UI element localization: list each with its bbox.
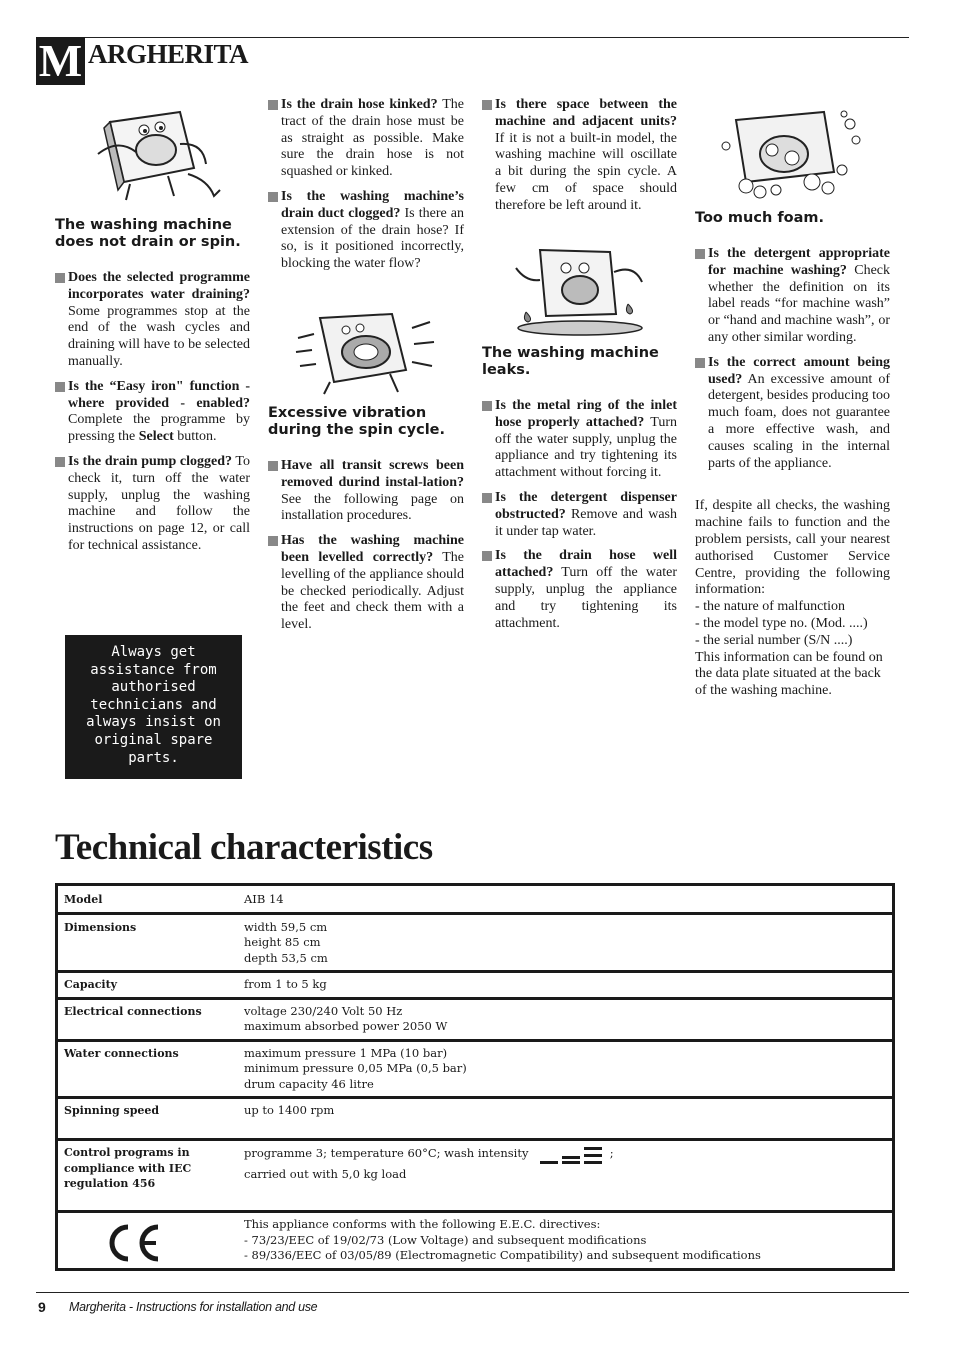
logo-letter-box: M [36,37,85,85]
table-row [57,1212,894,1270]
bullet-square-icon [695,358,705,368]
footer-text: Margherita - Instructions for installation and use [69,1300,318,1314]
closing-note: This information can be found on the data plate situated at the back of the washing machine. [695,649,883,699]
table-row [57,1140,894,1212]
bullet-square-icon [55,457,65,467]
section-heading-vibration: Excessive vibration during the spin cycle. [268,405,446,438]
washing-machine-leak-illustration [506,242,652,338]
list-item: Is the detergent dispenser obstructed? Remove and wash it under tap water. [482,490,677,540]
list-item: Is the drain pump clogged? To check it, turn off the water supply, unplug the washing machine and follow the instructions on page 12, or call for technical assistance. [55,454,250,555]
spec-value: up to 1400 rpm [238,1098,894,1140]
spec-label: Model [57,885,239,914]
info-list-item: - the nature of malfunction [695,599,846,615]
spec-value: width 59,5 cm height 85 cm depth 53,5 cm [238,913,894,972]
info-list-item: - the model type no. (Mod. ....) [695,615,868,631]
ce-cell [57,1212,239,1270]
bullet-square-icon [268,461,278,471]
list-item: Is the correct amount being used? An excessive amount of detergent, besides producing too much foam, does not guarantee a more effective wash, and causes scaling in the internal parts of the appliance. [695,355,890,473]
spec-value: voltage 230/240 Volt 50 Hz maximum absorbed power 2050 W [238,998,894,1040]
spec-label: Spinning speed [57,1098,239,1140]
list-item: Is the “Easy iron" function -where provided - enabled? Complete the programme by pressing the Select button. [55,379,250,446]
list-item: Is the detergent appropriate for machine washing? Check whether the definition on its label reads “for machine wash” or “hand and machine wash”, or any other similar wording. [695,246,890,347]
spec-label: Capacity [57,972,239,999]
list-item: Does the selected programme incorporates water draining? Some programmes stop at the end of the wash cycles and draining will have to be selected manually. [55,270,250,371]
spec-value: AIB 14 [238,885,894,914]
spec-table [55,883,895,1271]
list-item: Has the washing machine been levelled correctly? The levelling of the appliance should be checked periodically. Adjust the feet and check them with a level. [268,533,464,634]
column-4 [695,210,890,700]
page-number: 9 [38,1299,46,1315]
spec-value: maximum pressure 1 MPa (10 bar) minimum pressure 0,05 MPa (0,5 bar) drum capacity 46 litre [238,1040,894,1098]
list-item: Is the metal ring of the inlet hose properly attached? Turn off the water supply, unplug the appliance and try tightening its attachment without forcing it. [482,398,677,482]
list-item: Is the washing machine’s drain duct clogged? Is there an extension of the drain hose? If so, is it positioned incorrectly, blocking the water flow? [268,189,464,273]
closing-paragraph: If, despite all checks, the washing machine fails to function and the problem persists, call your nearest authorised Customer Service Centre, providing the following information: [695,498,890,598]
list-item: Is the drain hose well attached? Turn off the water supply, unplug the appliance and try tightening its attachment. [482,548,677,632]
spec-value: from 1 to 5 kg [238,972,894,999]
column-3-lower [482,345,677,640]
bullet-square-icon [268,536,278,546]
spec-value: programme 3; temperature 60°C; wash intensity ; carried out with 5,0 kg load [238,1140,894,1212]
list-item: Have all transit screws been removed durind instal-lation? See the following page on installation procedures. [268,458,464,525]
table-row [57,998,894,1040]
table-row [57,972,894,999]
section-heading-drain: The washing machine does not drain or spin. [55,217,241,250]
bullet-square-icon [55,382,65,392]
bullet-square-icon [268,192,278,202]
info-list [695,599,890,649]
spec-label: Control programs in compliance with IEC regulation 456 [57,1140,239,1212]
header-rule [36,37,909,38]
section-heading-leaks: The washing machine leaks. [482,345,659,378]
section-heading-foam: Too much foam. [695,210,825,226]
footer-rule [36,1292,909,1293]
table-row [57,885,894,914]
table-row [57,913,894,972]
bullet-square-icon [268,100,278,110]
washing-machine-vibration-illustration [290,308,440,396]
assistance-notice: Always get assistance from authorised technicians and always insist on original spare parts. [65,635,242,779]
bullet-square-icon [695,249,705,259]
bullet-square-icon [55,273,65,283]
washing-machine-foam-illustration [716,106,866,202]
column-2-lower [268,405,464,642]
column-3 [482,97,677,223]
spec-label: Dimensions [57,913,239,972]
column-2 [268,97,464,281]
info-list-item: - the serial number (S/N ....) [695,632,853,648]
spec-value: This appliance conforms with the following E.E.C. directives: - 73/23/EEC of 19/02/73 (Low Voltage) and subsequent modifications - 89/336/EEC of 03/05/89 (Electromagnetic Compatibility) and subsequent modifications [238,1212,894,1270]
tech-title: Technical characteristics [55,827,433,868]
washing-machine-drain-illustration [88,104,228,204]
spec-label: Water connections [57,1040,239,1098]
ce-mark-icon [102,1223,162,1263]
wash-intensity-bars-icon [536,1145,606,1167]
bullet-square-icon [482,551,492,561]
column-1 [55,217,250,563]
list-item: Is the drain hose kinked? The tract of the drain hose must be as straight as possible. Make sure the drain hose is not squashed or kinked. [268,97,464,181]
bullet-square-icon [482,100,492,110]
bullet-square-icon [482,401,492,411]
table-row [57,1098,894,1140]
list-item: Is there space between the machine and adjacent units? If it is not a built-in model, the washing machine will oscillate a bit during the spin cycle. A few cm of space should therefore be left around it. [482,97,677,215]
brand-title: ARGHERITA [88,39,249,69]
table-row [57,1040,894,1098]
spec-label: Electrical connections [57,998,239,1040]
bullet-square-icon [482,493,492,503]
